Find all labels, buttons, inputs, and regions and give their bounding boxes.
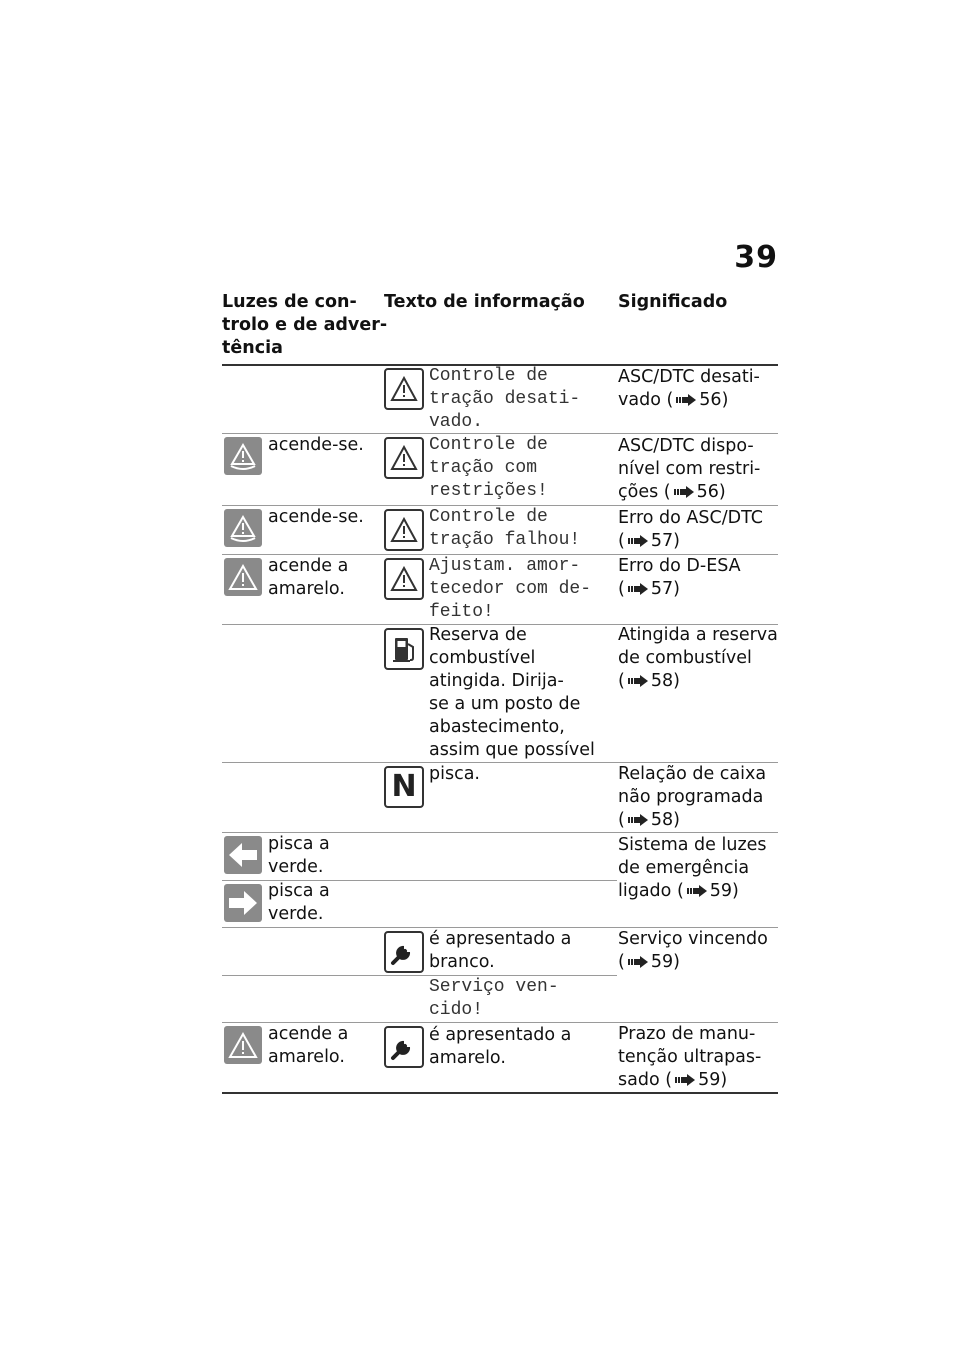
reference-page-number: 59)	[650, 952, 680, 972]
neutral-letter: N	[391, 769, 417, 804]
meaning-text	[618, 555, 741, 601]
wrench-icon	[384, 931, 424, 973]
meaning-line: Erro do D-ESA	[618, 556, 741, 576]
page-reference: ( 59)	[618, 952, 680, 972]
page-reference: vado ( 56)	[618, 390, 729, 410]
traction-control-icon	[224, 509, 262, 547]
meaning-line: sado	[618, 1070, 660, 1090]
info-text	[429, 763, 480, 786]
light-status-line: pisca a	[268, 881, 330, 901]
meaning-line: Sistema de luzes	[618, 835, 767, 855]
meaning-text	[618, 834, 767, 903]
light-status	[268, 833, 330, 879]
meaning-line: não programada	[618, 787, 764, 807]
header-lights	[222, 291, 387, 360]
warning-triangle-icon	[384, 509, 424, 551]
info-line: branco.	[429, 952, 495, 972]
fuel-pump-icon	[384, 628, 424, 670]
light-status	[268, 880, 330, 926]
reference-arrow-icon	[628, 956, 648, 968]
info-text	[429, 976, 559, 1022]
meaning-line: ções	[618, 482, 659, 502]
light-status: acende-se.	[268, 507, 364, 527]
info-line: é apresentado a	[429, 929, 572, 949]
meaning-line: ASC/DTC desati-	[618, 367, 760, 387]
light-status-line: verde.	[268, 857, 324, 877]
meaning-line: ASC/DTC dispo-	[618, 436, 754, 456]
meaning-text	[618, 366, 760, 412]
table-bottom-rule	[222, 1092, 778, 1094]
page-reference: ( 58)	[618, 671, 680, 691]
turn-left-arrow-icon	[224, 836, 262, 874]
info-line: Ajustam. amor-	[429, 556, 581, 576]
reference-page-number: 58)	[650, 810, 680, 830]
traction-control-icon	[224, 437, 262, 475]
meaning-text	[618, 928, 768, 974]
info-line: Serviço ven-	[429, 977, 559, 997]
warning-triangle-icon	[384, 558, 424, 600]
reference-page-number: 57)	[650, 531, 680, 551]
warning-triangle-icon	[224, 1026, 262, 1064]
info-text	[429, 434, 548, 503]
meaning-line: tenção ultrapas-	[618, 1047, 762, 1067]
light-status-line: pisca a	[268, 834, 330, 854]
info-line: vado.	[429, 412, 484, 432]
info-text	[429, 1024, 571, 1070]
reference-arrow-icon	[676, 394, 696, 406]
header-meaning: Significado	[618, 292, 728, 312]
reference-arrow-icon	[674, 486, 694, 498]
info-line: assim que possível	[429, 740, 595, 760]
reference-page-number: 59)	[709, 881, 739, 901]
page-reference: ligado ( 59)	[618, 881, 739, 901]
light-status	[268, 1023, 348, 1069]
page-reference: ( 57)	[618, 531, 680, 551]
meaning-line: Relação de caixa	[618, 764, 767, 784]
reference-page-number: 58)	[650, 671, 680, 691]
light-status-line: acende a	[268, 556, 349, 576]
info-line: feito!	[429, 602, 494, 622]
info-line: Reserva de	[429, 625, 527, 645]
info-line: se a um posto de	[429, 694, 581, 714]
info-text	[429, 624, 595, 762]
meaning-text	[618, 624, 778, 693]
info-line: Controle de	[429, 435, 548, 455]
info-line: amarelo.	[429, 1048, 506, 1068]
header-lights-line: Luzes de con-	[222, 292, 357, 312]
header-lights-line: tência	[222, 338, 283, 358]
meaning-text	[618, 507, 763, 553]
reference-arrow-icon	[628, 535, 648, 547]
reference-arrow-icon	[675, 1074, 695, 1086]
info-line: Controle de	[429, 366, 548, 386]
meaning-line: nível com restri-	[618, 459, 761, 479]
meaning-text	[618, 435, 760, 504]
info-text	[429, 365, 580, 434]
info-line: é apresentado a	[429, 1025, 572, 1045]
warning-triangle-icon	[224, 558, 262, 596]
meaning-line: ligado	[618, 881, 672, 901]
reference-arrow-icon	[687, 885, 707, 897]
light-status-line: amarelo.	[268, 1047, 345, 1067]
info-line: combustível	[429, 648, 536, 668]
light-status-line: acende a	[268, 1024, 349, 1044]
meaning-line: Serviço vincendo	[618, 929, 768, 949]
info-line: abastecimento,	[429, 717, 565, 737]
wrench-icon	[384, 1026, 424, 1068]
meaning-text	[618, 763, 766, 832]
page-reference: sado ( 59)	[618, 1070, 728, 1090]
meaning-line: Atingida a reserva	[618, 625, 778, 645]
info-line: tração falhou!	[429, 530, 581, 550]
info-line: tração com	[429, 458, 538, 478]
reference-page-number: 56)	[696, 482, 726, 502]
page-number: 39	[734, 240, 778, 275]
info-text	[429, 506, 580, 552]
page-reference: ( 57)	[618, 579, 680, 599]
info-line: pisca.	[429, 764, 480, 784]
page-reference: ções ( 56)	[618, 482, 726, 502]
light-status	[268, 555, 348, 601]
reference-page-number: 57)	[650, 579, 680, 599]
meaning-line: Erro do ASC/DTC	[618, 508, 763, 528]
info-line: restrições!	[429, 481, 548, 501]
warning-triangle-icon	[384, 368, 424, 410]
meaning-line: Prazo de manu-	[618, 1024, 756, 1044]
header-info-text: Texto de informação	[384, 292, 585, 312]
page-reference: ( 58)	[618, 810, 680, 830]
info-line: Controle de	[429, 507, 548, 527]
reference-arrow-icon	[628, 583, 648, 595]
meaning-line: de emergência	[618, 858, 750, 878]
meaning-line: vado	[618, 390, 661, 410]
turn-right-arrow-icon	[224, 884, 262, 922]
meaning-line: de combustível	[618, 648, 752, 668]
reference-page-number: 56)	[699, 390, 729, 410]
info-text	[429, 555, 591, 624]
info-line: cido!	[429, 1000, 484, 1020]
reference-arrow-icon	[628, 675, 648, 687]
light-status-line: verde.	[268, 904, 324, 924]
meaning-text	[618, 1023, 761, 1092]
neutral-gear-icon	[384, 766, 424, 808]
info-line: atingida. Dirija-	[429, 671, 564, 691]
warning-triangle-icon	[384, 437, 424, 479]
info-line: tração desati-	[429, 389, 581, 409]
reference-arrow-icon	[628, 814, 648, 826]
header-lights-line: trolo e de adver-	[222, 315, 388, 335]
light-status-line: amarelo.	[268, 579, 345, 599]
reference-page-number: 59)	[698, 1070, 728, 1090]
info-text	[429, 928, 571, 974]
light-status: acende-se.	[268, 435, 364, 455]
info-line: tecedor com de-	[429, 579, 592, 599]
